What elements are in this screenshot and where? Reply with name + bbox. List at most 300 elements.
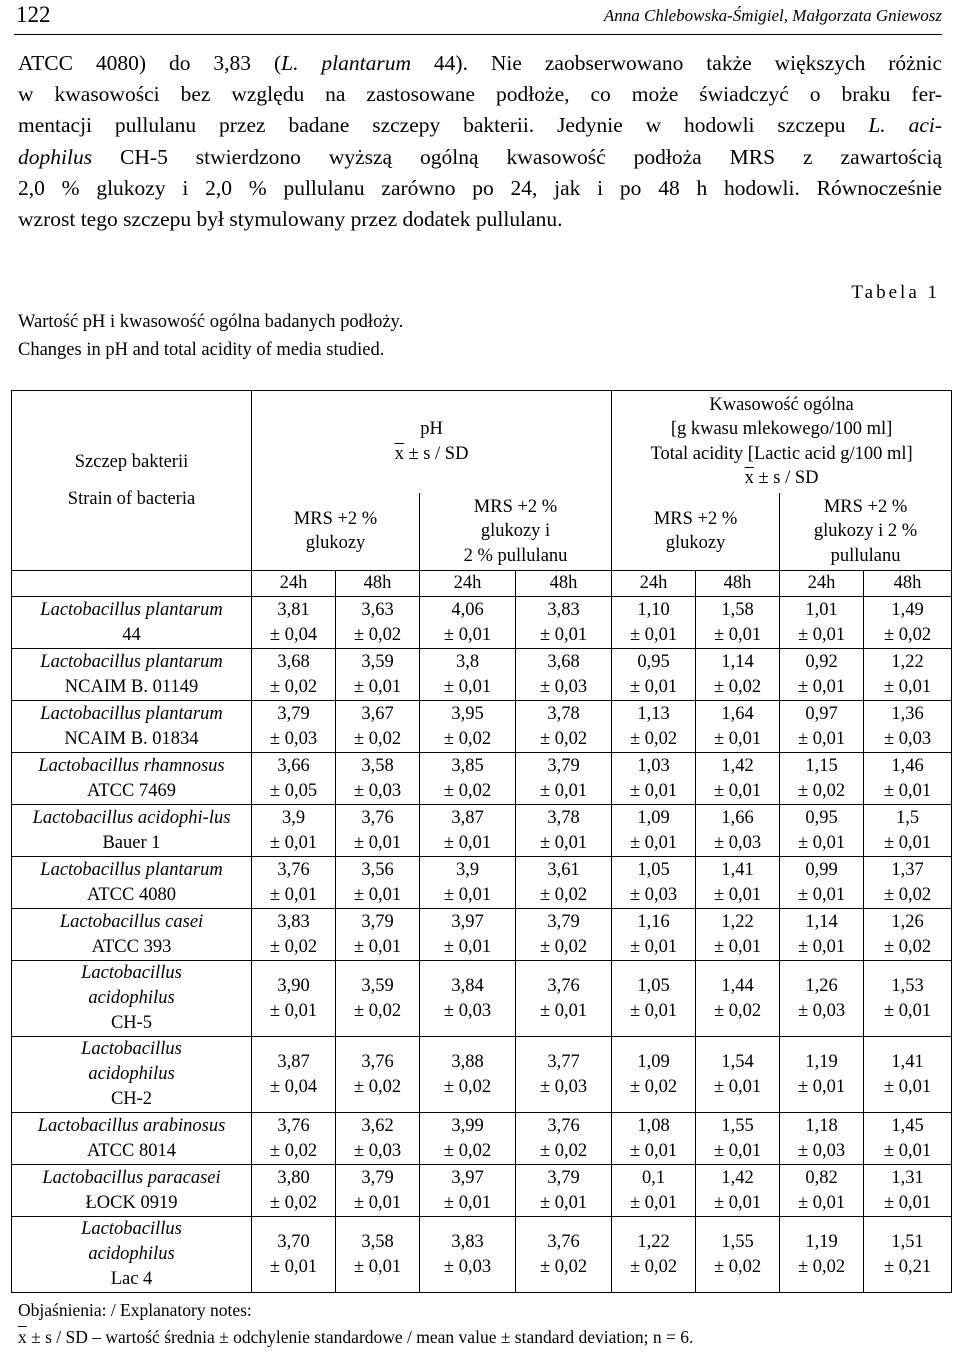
mean-value: 3,58 <box>361 756 394 776</box>
sd-value: ± 0,01 <box>883 780 932 801</box>
mean-value: 3,79 <box>547 912 580 932</box>
sd-value: ± 0,01 <box>539 832 588 853</box>
value-cell <box>612 961 696 1037</box>
value-cell <box>252 1037 336 1113</box>
mean-value: 1,64 <box>721 704 754 724</box>
value-cell <box>612 753 696 805</box>
value-cell <box>516 857 612 909</box>
mean-value: 3,83 <box>547 600 580 620</box>
sd-value: ± 0,01 <box>539 624 588 645</box>
value-cell <box>696 805 780 857</box>
table-row <box>12 1217 952 1293</box>
value-cell <box>864 1165 952 1217</box>
mean-value: 3,95 <box>451 704 484 724</box>
sd-value: ± 0,03 <box>883 728 932 749</box>
sd-value: ± 0,04 <box>269 1076 318 1097</box>
strain-name: Lactobacillus acidophilus Lac 4 <box>12 1217 252 1293</box>
mean-value: 1,53 <box>891 976 924 996</box>
value-cell <box>696 597 780 649</box>
sd-value: ± 0,01 <box>629 1192 678 1213</box>
sd-value: ± 0,03 <box>713 832 762 853</box>
value-cell <box>516 1217 612 1293</box>
notes-title: Objaśnienia: / Explanatory notes: <box>18 1300 252 1320</box>
value-cell <box>780 1165 864 1217</box>
sd-value: ± 0,01 <box>443 1192 492 1213</box>
mean-value: 1,31 <box>891 1168 924 1188</box>
sd-value: ± 0,01 <box>443 832 492 853</box>
mean-value: 1,36 <box>891 704 924 724</box>
value-cell <box>336 1113 420 1165</box>
body-line: mentacji pullulanu przez badane szczepy bakterii. Jedynie w hodowli szczepu L. aci- <box>18 113 942 138</box>
sd-value: ± 0,02 <box>443 1140 492 1161</box>
mean-value: 3,79 <box>361 1168 394 1188</box>
table-row <box>12 701 952 753</box>
value-cell <box>612 597 696 649</box>
mean-value: 3,90 <box>277 976 310 996</box>
sd-value: ± 0,01 <box>443 884 492 905</box>
table-row <box>12 753 952 805</box>
ph-header: pH $\overline{x} \pm s$ / SD <box>252 391 612 493</box>
mean-value: 1,42 <box>721 1168 754 1188</box>
mean-value: 1,45 <box>891 1116 924 1136</box>
value-cell <box>612 857 696 909</box>
mean-value: 1,41 <box>891 1052 924 1072</box>
body-paragraph <box>18 48 942 235</box>
sd-value: ± 0,01 <box>883 1076 932 1097</box>
mean-value: 3,79 <box>277 704 310 724</box>
value-cell <box>516 961 612 1037</box>
mean-value: 3,56 <box>361 860 394 880</box>
value-cell <box>336 1165 420 1217</box>
mean-value: 1,44 <box>721 976 754 996</box>
sd-value: ± 0,01 <box>713 1192 762 1213</box>
mean-value: 3,83 <box>451 1232 484 1252</box>
mean-value: 1,09 <box>637 808 670 828</box>
value-cell <box>696 649 780 701</box>
mean-value: 3,9 <box>281 808 306 828</box>
sd-value: ± 0,02 <box>539 1256 588 1277</box>
value-cell <box>516 1113 612 1165</box>
mean-value: 1,03 <box>637 756 670 776</box>
value-cell <box>252 961 336 1037</box>
mean-value: 3,83 <box>277 912 310 932</box>
mean-value: 3,9 <box>455 860 480 880</box>
table-row <box>12 649 952 701</box>
mean-value: 1,15 <box>805 756 838 776</box>
mean-value: 3,79 <box>361 912 394 932</box>
mean-value: 3,76 <box>547 976 580 996</box>
mean-value: 1,19 <box>805 1232 838 1252</box>
value-cell <box>780 961 864 1037</box>
sd-value: ± 0,03 <box>353 780 402 801</box>
caption-pl: Wartość pH i kwasowość ogólna badanych podłoży. <box>18 312 404 332</box>
value-cell <box>696 1113 780 1165</box>
body-line: ATCC 4080) do 3,83 (L. plantarum 44). Nie zaobserwowano także większych różnic <box>18 51 942 75</box>
mean-value: 1,37 <box>891 860 924 880</box>
mean-value: 0,95 <box>805 808 838 828</box>
value-cell <box>864 1217 952 1293</box>
sd-value: ± 0,03 <box>539 676 588 697</box>
body-line: wzrost tego szczepu był stymulowany przez dodatek pullulanu. <box>18 207 563 232</box>
value-cell <box>696 701 780 753</box>
value-cell <box>336 649 420 701</box>
mean-value: 3,63 <box>361 600 394 620</box>
sd-value: ± 0,01 <box>353 676 402 697</box>
sd-value: ± 0,01 <box>269 1000 318 1021</box>
value-cell <box>780 805 864 857</box>
explanatory-notes <box>18 1297 693 1351</box>
acidity-medium-glucose: MRS +2 % glukozy <box>612 493 780 571</box>
mean-value: 1,22 <box>891 652 924 672</box>
value-cell <box>696 857 780 909</box>
mean-value: 3,68 <box>277 652 310 672</box>
table-caption <box>18 308 403 364</box>
mean-value: 3,76 <box>277 860 310 880</box>
sd-value: ± 0,01 <box>797 832 846 853</box>
value-cell <box>336 597 420 649</box>
time-header-empty <box>12 571 252 597</box>
strain-name: Lactobacillus acidophi-lus Bauer 1 <box>12 805 252 857</box>
sd-value: ± 0,01 <box>539 1000 588 1021</box>
value-cell <box>252 1217 336 1293</box>
sd-value: ± 0,02 <box>353 1000 402 1021</box>
caption-en: Changes in pH and total acidity of media studied. <box>18 340 385 360</box>
mean-value: 3,76 <box>361 1052 394 1072</box>
sd-value: ± 0,02 <box>539 884 588 905</box>
mean-value: 1,54 <box>721 1052 754 1072</box>
mean-value: 1,51 <box>891 1232 924 1252</box>
mean-value: 1,66 <box>721 808 754 828</box>
sd-value: ± 0,01 <box>713 728 762 749</box>
strain-name: Lactobacillus casei ATCC 393 <box>12 909 252 961</box>
value-cell <box>864 1113 952 1165</box>
sd-value: ± 0,02 <box>353 624 402 645</box>
value-cell <box>252 1113 336 1165</box>
value-cell <box>696 1037 780 1113</box>
value-cell <box>336 857 420 909</box>
body-line: dophilus CH-5 stwierdzono wyższą ogólną kwasowość podłoża MRS z zawartością <box>18 144 942 169</box>
sd-value: ± 0,01 <box>629 676 678 697</box>
mean-value: 1,46 <box>891 756 924 776</box>
time-header: 24h <box>252 571 336 597</box>
value-cell <box>252 753 336 805</box>
mean-value: 3,68 <box>547 652 580 672</box>
ph-medium-pullulan: MRS +2 % glukozy i 2 % pullulanu <box>420 493 612 571</box>
mean-value: 1,05 <box>637 860 670 880</box>
mean-value: 1,10 <box>637 600 670 620</box>
value-cell <box>420 1037 516 1113</box>
value-cell <box>252 857 336 909</box>
value-cell <box>864 805 952 857</box>
sd-value: ± 0,05 <box>269 780 318 801</box>
body-line: 2,0 % glukozy i 2,0 % pullulanu zarówno po 24, jak i po 48 h hodowli. Równocześnie <box>18 175 942 200</box>
mean-value: 3,59 <box>361 976 394 996</box>
time-header: 24h <box>612 571 696 597</box>
value-cell <box>780 597 864 649</box>
time-header: 24h <box>780 571 864 597</box>
sd-value: ± 0,01 <box>883 832 932 853</box>
time-header-row <box>12 571 952 597</box>
sd-value: ± 0,02 <box>443 780 492 801</box>
running-head: Anna Chlebowska-Śmigiel, Małgorzata Gniewosz <box>603 6 942 25</box>
sd-value: ± 0,02 <box>713 676 762 697</box>
sd-value: ± 0,03 <box>353 1140 402 1161</box>
value-cell <box>516 597 612 649</box>
mean-value: 3,80 <box>277 1168 310 1188</box>
sd-value: ± 0,01 <box>713 936 762 957</box>
sd-value: ± 0,01 <box>797 884 846 905</box>
mean-value: 1,55 <box>721 1116 754 1136</box>
sd-value: ± 0,02 <box>629 728 678 749</box>
table-row <box>12 597 952 649</box>
value-cell <box>252 649 336 701</box>
value-cell <box>516 1037 612 1113</box>
time-header: 48h <box>336 571 420 597</box>
value-cell <box>420 961 516 1037</box>
page-number: 122 <box>16 2 51 27</box>
table-row <box>12 1165 952 1217</box>
strain-header-pl: Szczep bakterii <box>74 452 189 472</box>
time-header: 48h <box>864 571 952 597</box>
value-cell <box>420 1113 516 1165</box>
strain-name: Lactobacillus paracasei ŁOCK 0919 <box>12 1165 252 1217</box>
mean-value: 1,19 <box>805 1052 838 1072</box>
value-cell <box>420 1217 516 1293</box>
sd-value: ± 0,01 <box>797 728 846 749</box>
value-cell <box>780 1113 864 1165</box>
sd-value: ± 0,03 <box>797 1140 846 1161</box>
sd-value: ± 0,01 <box>269 884 318 905</box>
mean-value: 1,16 <box>637 912 670 932</box>
sd-value: ± 0,03 <box>797 1000 846 1021</box>
sd-value: ± 0,02 <box>883 624 932 645</box>
sd-value: ± 0,21 <box>883 1256 932 1277</box>
sd-value: ± 0,01 <box>539 780 588 801</box>
sd-value: ± 0,01 <box>629 780 678 801</box>
mean-value: 3,76 <box>361 808 394 828</box>
mean-value: 0,82 <box>805 1168 838 1188</box>
table-row <box>12 909 952 961</box>
strain-name: Lactobacillus acidophilus CH-5 <box>12 961 252 1037</box>
mean-value: 0,97 <box>805 704 838 724</box>
sd-value: ± 0,03 <box>443 1256 492 1277</box>
value-cell <box>780 701 864 753</box>
strain-header-cell <box>12 391 252 571</box>
sd-value: ± 0,01 <box>883 676 932 697</box>
value-cell <box>336 701 420 753</box>
sd-value: ± 0,02 <box>797 780 846 801</box>
strain-header-en: Strain of bacteria <box>67 488 196 509</box>
sd-value: ± 0,02 <box>797 1256 846 1277</box>
mean-value: 1,26 <box>891 912 924 932</box>
sd-value: ± 0,02 <box>539 728 588 749</box>
mean-value: 1,49 <box>891 600 924 620</box>
sd-value: ± 0,04 <box>269 624 318 645</box>
mean-value: 3,97 <box>451 912 484 932</box>
strain-name: Lactobacillus plantarum 44 <box>12 597 252 649</box>
sd-value: ± 0,01 <box>269 1256 318 1277</box>
mean-value: 1,22 <box>721 912 754 932</box>
sd-value: ± 0,01 <box>797 936 846 957</box>
sd-value: ± 0,01 <box>883 1192 932 1213</box>
sd-value: ± 0,01 <box>443 624 492 645</box>
mean-value: 0,1 <box>641 1168 666 1188</box>
table-row <box>12 961 952 1037</box>
mean-value: 3,78 <box>547 808 580 828</box>
value-cell <box>612 1113 696 1165</box>
table-row <box>12 805 952 857</box>
notes-text: $\overline{x} \pm s$ / SD – wartość średnia ± odchylenie standardowe / mean value ± standard deviation; n = 6. <box>18 1327 694 1347</box>
value-cell <box>780 857 864 909</box>
time-header: 48h <box>516 571 612 597</box>
mean-value: 3,67 <box>361 704 394 724</box>
value-cell <box>864 701 952 753</box>
strain-name: Lactobacillus plantarum ATCC 4080 <box>12 857 252 909</box>
value-cell <box>420 909 516 961</box>
sd-value: ± 0,01 <box>353 1256 402 1277</box>
sd-value: ± 0,01 <box>797 676 846 697</box>
sd-value: ± 0,01 <box>797 624 846 645</box>
mean-value: 3,87 <box>451 808 484 828</box>
time-header: 48h <box>696 571 780 597</box>
time-header: 24h <box>420 571 516 597</box>
value-cell <box>864 909 952 961</box>
table-row <box>12 1037 952 1113</box>
sd-value: ± 0,01 <box>629 624 678 645</box>
mean-value: 1,26 <box>805 976 838 996</box>
mean-value: 3,81 <box>277 600 310 620</box>
value-cell <box>864 857 952 909</box>
sd-value: ± 0,02 <box>443 1076 492 1097</box>
value-cell <box>864 1037 952 1113</box>
table-row <box>12 857 952 909</box>
mean-value: 1,22 <box>637 1232 670 1252</box>
mean-value: 3,77 <box>547 1052 580 1072</box>
acidity-header: Kwasowość ogólna [g kwasu mlekowego/100 ml] Total acidity [Lactic acid g/100 ml] $\overline{x} \pm s$ / SD <box>612 391 952 493</box>
mean-value: 3,85 <box>451 756 484 776</box>
table-label: Tabela 1 <box>851 282 940 303</box>
sd-value: ± 0,01 <box>353 936 402 957</box>
mean-value: 1,42 <box>721 756 754 776</box>
mean-value: 3,59 <box>361 652 394 672</box>
value-cell <box>696 909 780 961</box>
value-cell <box>612 1037 696 1113</box>
value-cell <box>864 753 952 805</box>
sd-value: ± 0,01 <box>713 624 762 645</box>
sd-value: ± 0,01 <box>629 1140 678 1161</box>
value-cell <box>252 1165 336 1217</box>
sd-value: ± 0,01 <box>797 1076 846 1097</box>
sd-value: ± 0,02 <box>629 1076 678 1097</box>
sd-value: ± 0,01 <box>713 1140 762 1161</box>
mean-value: 1,05 <box>637 976 670 996</box>
sd-value: ± 0,02 <box>443 728 492 749</box>
value-cell <box>252 701 336 753</box>
value-cell <box>612 1165 696 1217</box>
mean-value: 0,99 <box>805 860 838 880</box>
mean-value: 3,99 <box>451 1116 484 1136</box>
value-cell <box>420 649 516 701</box>
value-cell <box>780 1217 864 1293</box>
sd-value: ± 0,03 <box>443 1000 492 1021</box>
value-cell <box>780 753 864 805</box>
sd-value: ± 0,03 <box>629 884 678 905</box>
mean-value: 3,79 <box>547 1168 580 1188</box>
value-cell <box>696 961 780 1037</box>
sd-value: ± 0,01 <box>443 676 492 697</box>
sd-value: ± 0,02 <box>883 884 932 905</box>
mean-value: 3,76 <box>547 1116 580 1136</box>
value-cell <box>336 1217 420 1293</box>
sd-value: ± 0,01 <box>883 1000 932 1021</box>
sd-value: ± 0,02 <box>713 1256 762 1277</box>
sd-value: ± 0,01 <box>269 832 318 853</box>
mean-value: 3,97 <box>451 1168 484 1188</box>
mean-value: 1,55 <box>721 1232 754 1252</box>
mean-value: 1,14 <box>805 912 838 932</box>
sd-value: ± 0,01 <box>629 1000 678 1021</box>
mean-value: 3,78 <box>547 704 580 724</box>
mean-value: 3,76 <box>277 1116 310 1136</box>
value-cell <box>336 753 420 805</box>
sd-value: ± 0,02 <box>713 1000 762 1021</box>
sd-value: ± 0,02 <box>629 1256 678 1277</box>
value-cell <box>864 597 952 649</box>
value-cell <box>420 805 516 857</box>
value-cell <box>516 649 612 701</box>
mean-value: 3,61 <box>547 860 580 880</box>
sd-value: ± 0,02 <box>539 936 588 957</box>
strain-name: Lactobacillus plantarum NCAIM B. 01834 <box>12 701 252 753</box>
value-cell <box>336 961 420 1037</box>
mean-value: 3,76 <box>547 1232 580 1252</box>
strain-name: Lactobacillus rhamnosus ATCC 7469 <box>12 753 252 805</box>
mean-value: 3,79 <box>547 756 580 776</box>
sd-value: ± 0,01 <box>883 1140 932 1161</box>
sd-value: ± 0,01 <box>713 884 762 905</box>
mean-value: 3,62 <box>361 1116 394 1136</box>
sd-value: ± 0,01 <box>713 1076 762 1097</box>
strain-name: Lactobacillus plantarum NCAIM B. 01149 <box>12 649 252 701</box>
sd-value: ± 0,01 <box>539 1192 588 1213</box>
value-cell <box>516 909 612 961</box>
value-cell <box>696 1165 780 1217</box>
value-cell <box>780 649 864 701</box>
mean-value: 3,66 <box>277 756 310 776</box>
mean-value: 0,92 <box>805 652 838 672</box>
sd-value: ± 0,02 <box>269 1140 318 1161</box>
value-cell <box>420 597 516 649</box>
value-cell <box>336 1037 420 1113</box>
mean-value: 3,8 <box>455 652 480 672</box>
value-cell <box>252 597 336 649</box>
value-cell <box>612 909 696 961</box>
value-cell <box>420 753 516 805</box>
mean-value: 1,14 <box>721 652 754 672</box>
mean-value: 1,58 <box>721 600 754 620</box>
strain-name: Lactobacillus arabinosus ATCC 8014 <box>12 1113 252 1165</box>
sd-value: ± 0,01 <box>713 780 762 801</box>
sd-value: ± 0,02 <box>269 1192 318 1213</box>
results-table <box>11 390 952 1293</box>
sd-value: ± 0,01 <box>353 884 402 905</box>
value-cell <box>864 649 952 701</box>
mean-value: 0,95 <box>637 652 670 672</box>
value-cell <box>336 909 420 961</box>
mean-value: 3,70 <box>277 1232 310 1252</box>
sd-value: ± 0,02 <box>539 1140 588 1161</box>
body-line: w kwasowości bez względu na zastosowane podłoże, co może świadczyć o braku fer- <box>18 82 942 107</box>
